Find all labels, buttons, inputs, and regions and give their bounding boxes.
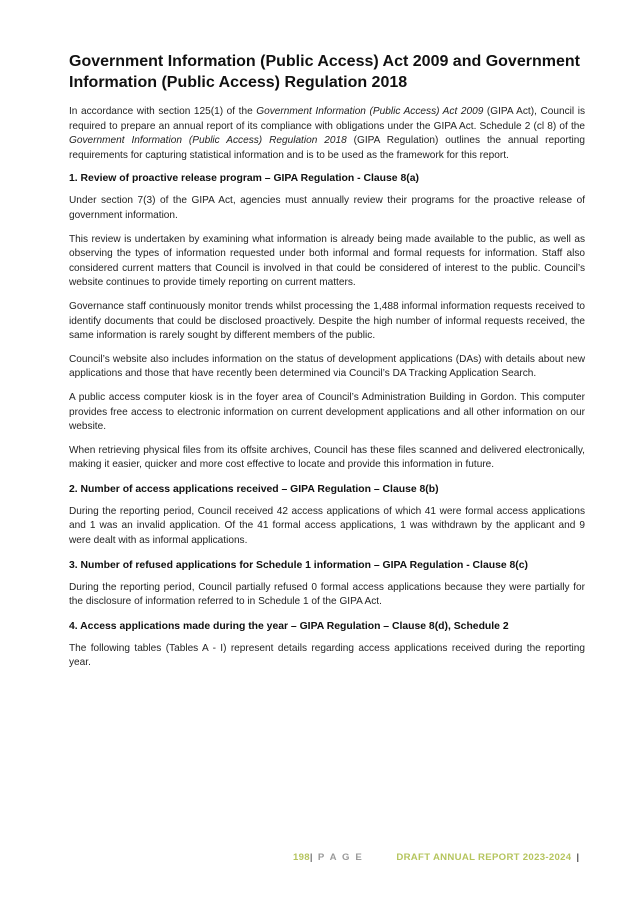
intro-text-1: In accordance with section 125(1) of the [69, 106, 257, 117]
document-title: Government Information (Public Access) Act 2009 and Government Information (Public Access) Regulation 2018 [69, 53, 580, 91]
intro-text-3: (GIPA Regulation) outlines the annual reporting requirements for capturing statistical information and is to be used as the framework for this report. [69, 135, 585, 161]
section-1-paragraph-1: Under section 7(3) of the GIPA Act, agencies must annually review their programs for the proactive release of government information. [69, 195, 585, 221]
footer-separator: | [309, 852, 313, 863]
section-1-paragraph-3: Governance staff continuously monitor trends whilst processing the 1,488 informal information requests received to identify documents that could be disclosed proactively. Despite the high number of informal requests received, the same information is rarely sought by different members of the public. [69, 300, 585, 342]
intro-text-2: (GIPA Act), Council is required to prepare an annual report of its compliance with obligations under the GIPA Act. Schedule 2 (cl 8) of the [69, 106, 586, 132]
section-1-paragraph-2: This review is undertaken by examining what information is already being made available to the public, as well as observing the types of information requested under both informal and formal requests for information. Staff also considered current matters that Council is involved in that could be considered of interest to the public. Council’s website continues to provide timely reporting on current matters. [69, 233, 585, 289]
report-title: DRAFT ANNUAL REPORT 2023-2024 [396, 852, 572, 863]
section-1-paragraph-4: Council’s website also includes information on the status of development applications (DAs) with details about new applications and those that have recently been determined via Council’s DA Tracking Application Search. [69, 353, 585, 380]
document-page [69, 51, 585, 680]
section-2-heading: 2. Number of access applications received – GIPA Regulation – Clause 8(b) [69, 483, 439, 495]
section-4-paragraph-1: The following tables (Tables A - I) represent details regarding access applications received during the reporting year. [69, 642, 585, 669]
intro-regulation-title: Government Information (Public Access) Regulation 2018 [69, 135, 347, 147]
intro-act-title: Government Information (Public Access) Act 2009 [256, 106, 484, 117]
section-1-paragraph-6: When retrieving physical files from its offsite archives, Council has these files scanned and delivered electronically, making it easier, quicker and more cost effective to locate and provide this information in future. [69, 444, 585, 471]
page-footer [293, 852, 593, 863]
section-1-paragraph-5: A public access computer kiosk is in the foyer area of Council’s Administration Building in Gordon. This computer provides free access to electronic information on current development applications and all other information on our website. [69, 391, 585, 433]
page-label: P A G E [317, 852, 364, 863]
section-2-paragraph-1: During the reporting period, Council received 42 access applications of which 41 were formal access applications and 1 was an invalid application. Of the 41 formal access applications, 1 was withdrawn by the applicant and 9 were dealt with as informal applications. [69, 505, 585, 547]
section-3-heading: 3. Number of refused applications for Schedule 1 information – GIPA Regulation - Clause 8(c) [69, 559, 528, 571]
intro-paragraph [69, 105, 585, 163]
section-4-heading: 4. Access applications made during the year – GIPA Regulation – Clause 8(d), Schedule 2 [69, 620, 509, 632]
section-3-paragraph-1: During the reporting period, Council partially refused 0 formal access applications because they were partially for the disclosure of information referred to in Schedule 1 of the GIPA Act. [69, 581, 585, 608]
footer-end-separator: | [576, 852, 580, 863]
page-number: 198 [293, 852, 310, 863]
section-1-heading: 1. Review of proactive release program – GIPA Regulation - Clause 8(a) [69, 173, 419, 185]
